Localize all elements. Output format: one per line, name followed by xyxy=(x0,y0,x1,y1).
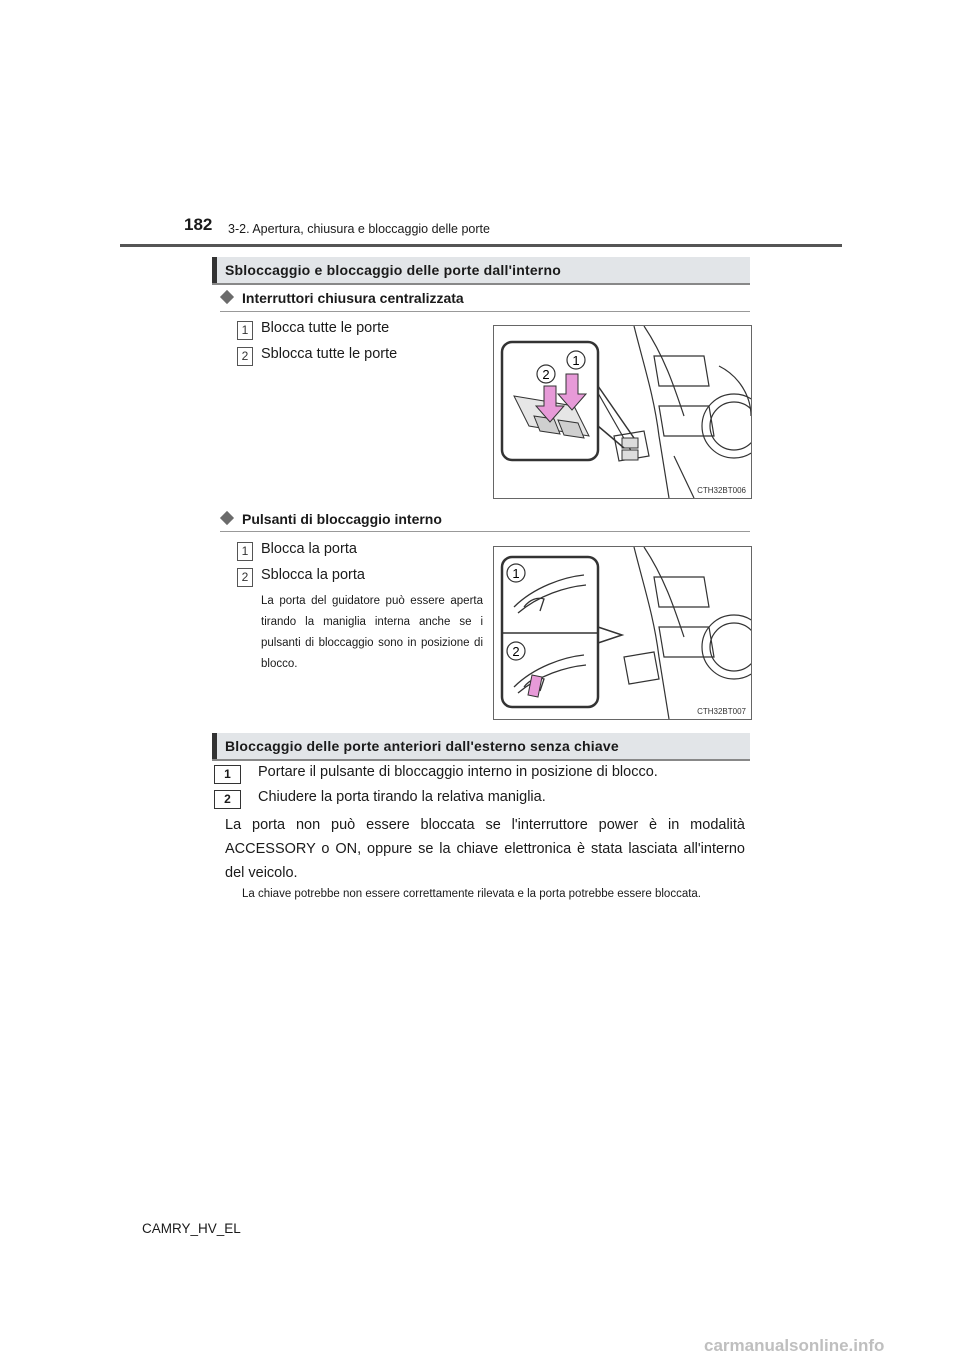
dashboard-illustration xyxy=(494,326,751,498)
body-paragraph: La porta non può essere bloccata se l'interruttore power è in modalità ACCESSORY o ON, oppure se la chiave elettronica è stata lasciata all'interno del veicolo. xyxy=(225,817,745,881)
callout-number: 2 xyxy=(512,644,520,659)
subheading-text: Pulsanti di bloccaggio interno xyxy=(242,511,442,527)
item-text: Blocca tutte le porte xyxy=(261,320,390,336)
item-number: 1 xyxy=(237,321,253,340)
section-title: Bloccaggio delle porte anteriori dall'esterno senza chiave xyxy=(225,738,619,754)
subheading-inside-lock-buttons xyxy=(220,511,442,527)
item-text: Sblocca la porta xyxy=(261,567,365,583)
header-rule xyxy=(120,244,842,247)
watermark: carmanualsonline.info xyxy=(704,1336,885,1355)
section-accent xyxy=(212,733,217,759)
page-number: 182 xyxy=(184,215,213,234)
step-text: Portare il pulsante di bloccaggio interno in posizione di blocco. xyxy=(258,764,658,780)
section-heading-1 xyxy=(212,257,750,285)
small-note: La chiave potrebbe non essere correttamente rilevata e la porta potrebbe essere bloccata. xyxy=(242,888,702,900)
figure-inside-lock-buttons xyxy=(493,546,752,720)
footer-code: CAMRY_HV_EL xyxy=(142,1221,241,1236)
section-heading-2 xyxy=(212,733,750,761)
running-head: 3-2. Apertura, chiusura e bloccaggio delle porte xyxy=(228,222,490,236)
figure-central-locking-switch xyxy=(493,325,752,499)
driver-door-note: La porta del guidatore può essere aperta tirando la maniglia interna anche se i pulsanti di bloccaggio sono in posizione di blocco. xyxy=(261,595,483,670)
item-text: Sblocca tutte le porte xyxy=(261,346,398,362)
step-text: Chiudere la porta tirando la relativa maniglia. xyxy=(258,789,546,805)
figure-code: CTH32BT007 xyxy=(697,707,746,716)
door-panel-illustration xyxy=(494,547,751,719)
callout-number: 2 xyxy=(542,367,550,382)
section-accent xyxy=(212,257,217,283)
section-title: Sbloccaggio e bloccaggio delle porte dall'interno xyxy=(225,262,561,278)
diamond-bullet-icon xyxy=(220,290,234,304)
subheading-text: Interruttori chiusura centralizzata xyxy=(242,290,464,306)
callout-number: 1 xyxy=(572,353,580,368)
item-number: 1 xyxy=(237,542,253,561)
subheading-rule xyxy=(220,311,750,312)
callout-number: 1 xyxy=(512,566,520,581)
item-number: 2 xyxy=(237,568,253,587)
item-number: 2 xyxy=(237,347,253,366)
subheading-rule xyxy=(220,531,750,532)
item-text: Blocca la porta xyxy=(261,541,357,557)
figure-code: CTH32BT006 xyxy=(697,486,746,495)
step-number: 2 xyxy=(214,790,241,809)
step-number: 1 xyxy=(214,765,241,784)
diamond-bullet-icon xyxy=(220,511,234,525)
subheading-central-locking xyxy=(220,290,464,306)
